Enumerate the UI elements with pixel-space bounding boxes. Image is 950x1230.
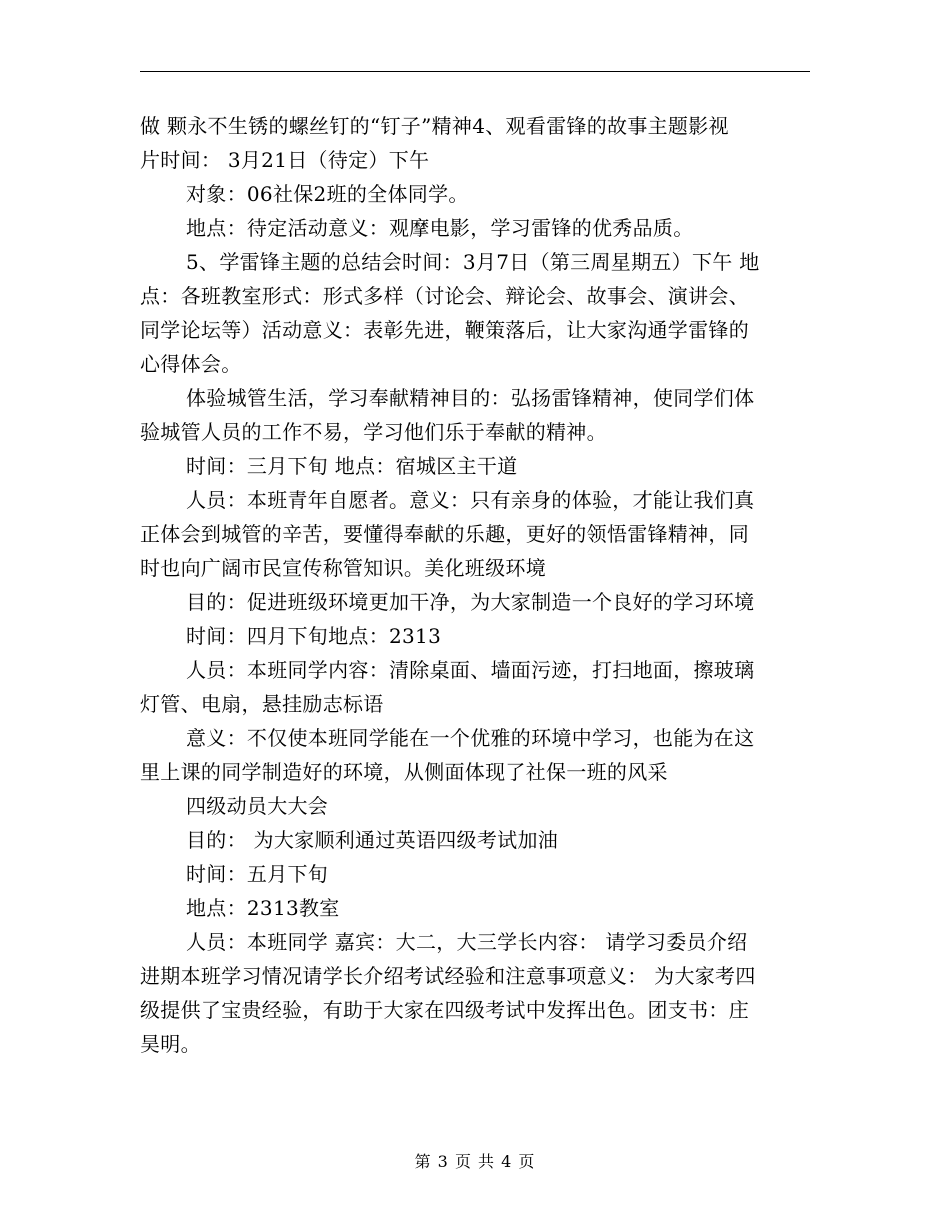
text-line: 级提供了宝贵经验，有助于大家在四级考试中发挥出色。团支书：庄 xyxy=(140,998,749,1022)
text-line: 做 颗永不生锈的螺丝钉的“钉子”精神4、观看雷锋的故事主题影视 xyxy=(140,114,729,138)
text-line: 意义：不仅使本班同学能在一个优雅的环境中学习，也能为在这 xyxy=(186,726,755,750)
text-line: 灯管、电扇，悬挂励志标语 xyxy=(140,692,384,716)
text-line: 正体会到城管的辛苦，要懂得奉献的乐趣，更好的领悟雷锋精神，同 xyxy=(140,522,749,546)
document-body xyxy=(140,109,812,1061)
text-line: 人员：本班同学 嘉宾：大二，大三学长内容： 请学习委员介绍 xyxy=(186,930,748,954)
text-line: 对象：06社保2班的全体同学。 xyxy=(186,182,469,206)
text-line: 时间：四月下旬地点：2313 xyxy=(186,624,442,648)
text-line: 点：各班教室形式：形式多样（讨论会、辩论会、故事会、演讲会、 xyxy=(140,284,749,308)
text-line: 地点：待定活动意义：观摩电影，学习雷锋的优秀品质。 xyxy=(186,216,694,240)
text-line: 里上课的同学制造好的环境，从侧面体现了社保一班的风采 xyxy=(140,760,668,784)
text-line: 时间：三月下旬 地点：宿城区主干道 xyxy=(186,454,518,478)
text-line: 5、学雷锋主题的总结会时间：3月7日（第三周星期五）下午 地 xyxy=(186,250,760,274)
text-line: 体验城管生活，学习奉献精神目的：弘扬雷锋精神，使同学们体 xyxy=(186,386,755,410)
page-number-footer: 第 3 页 共 4 页 xyxy=(414,1152,536,1171)
header-rule xyxy=(140,71,810,72)
text-line: 人员：本班同学内容：清除桌面、墙面污迹，打扫地面，擦玻璃 xyxy=(186,658,755,682)
text-line: 同学论坛等）活动意义：表彰先进，鞭策落后，让大家沟通学雷锋的 xyxy=(140,318,749,342)
text-line: 片时间： 3月21日（待定）下午 xyxy=(140,148,430,172)
text-line: 进期本班学习情况请学长介绍考试经验和注意事项意义： 为大家考四 xyxy=(140,964,756,988)
text-line: 昊明。 xyxy=(140,1032,201,1056)
text-line: 人员：本班青年自愿者。意义：只有亲身的体验，才能让我们真 xyxy=(186,488,755,512)
text-line: 目的： 为大家顺利通过英语四级考试加油 xyxy=(186,828,559,852)
text-line: 时间：五月下旬 xyxy=(186,862,329,886)
text-line: 验城管人员的工作不易，学习他们乐于奉献的精神。 xyxy=(140,420,607,444)
text-line: 时也向广阔市民宣传称管知识。美化班级环境 xyxy=(140,556,546,580)
text-line: 地点：2313教室 xyxy=(186,896,340,920)
text-line: 心得体会。 xyxy=(140,352,242,376)
text-line: 目的：促进班级环境更加干净，为大家制造一个良好的学习环境 xyxy=(186,590,755,614)
text-line: 四级动员大大会 xyxy=(186,794,329,818)
